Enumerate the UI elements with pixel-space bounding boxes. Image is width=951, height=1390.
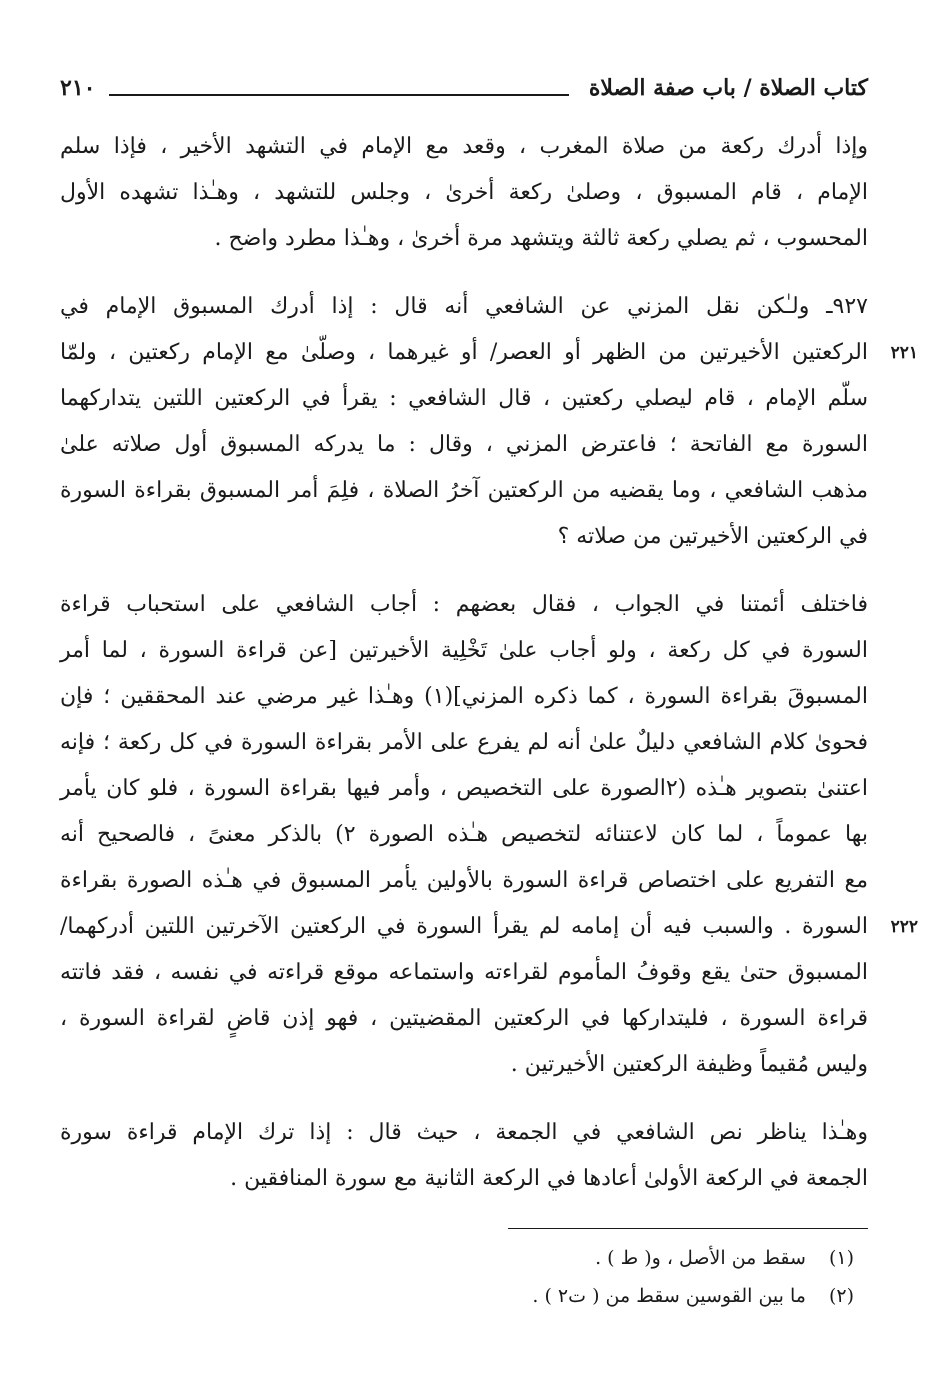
text-line: وهـٰذا يناظر نص الشافعي في الجمعة ، حيث قال : إذا ترك الإمام قراءة سورة bbox=[60, 1120, 868, 1145]
text-line: ٩٢٧ـ ولـٰكن نقل المزني عن الشافعي أنه قال : إذا أدرك المسبوق الإمام في bbox=[60, 294, 868, 319]
margin-folio-number: ٢٢٢ bbox=[890, 917, 918, 937]
header-rule bbox=[109, 94, 568, 96]
text-line: وإذا أدرك ركعة من صلاة المغرب ، وقعد مع الإمام في التشهد الأخير ، فإذا سلم bbox=[60, 134, 868, 159]
text-line-content: الركعتين الأخيرتين من الظهر أو العصر/ أو غيرهما ، وصلّىٰ مع الإمام ركعتين ، ولمّا bbox=[60, 340, 868, 365]
paragraph-4 bbox=[60, 1110, 868, 1202]
footnote-number: (٢) bbox=[828, 1285, 854, 1307]
text-line: فاختلف أئمتنا في الجواب ، فقال بعضهم : أجاب الشافعي على استحباب قراءة bbox=[60, 592, 868, 617]
text-line: الجمعة في الركعة الأولىٰ أعادها في الركعة الثانية مع سورة المنافقين . bbox=[230, 1166, 868, 1191]
text-line: فحوىٰ كلام الشافعي دليلٌ علىٰ أنه لم يفرع على الأمر بقراءة السورة في كل ركعة ؛ فإنه bbox=[60, 730, 868, 755]
paragraph-3 bbox=[60, 582, 918, 1088]
text-line: قراءة السورة ، فليتداركها في الركعتين المقضيتين ، فهو إذن قاضٍ لقراءة السورة ، bbox=[60, 1006, 868, 1031]
text-line: المسبوق حتىٰ يقع وقوفُ المأموم لقراءته واستماعه موقع قراءته في نفسه ، فقد فاتته bbox=[60, 960, 868, 985]
text-line: في الركعتين الأخيرتين من صلاته ؟ bbox=[557, 524, 868, 549]
running-title: كتاب الصلاة / باب صفة الصلاة bbox=[588, 75, 868, 101]
text-line: سلّم الإمام ، قام ليصلي ركعتين ، قال الشافعي : يقرأ في الركعتين اللتين يتداركهما bbox=[60, 386, 868, 411]
text-line: مع التفريع على اختصاص قراءة السورة بالأولين يأمر المسبوق في هـٰذه الصورة بقراءة bbox=[60, 868, 868, 893]
margin-folio-number: ٢٢١ bbox=[890, 343, 918, 363]
text-line: وليس مُقيماً وظيفة الركعتين الأخيرتين . bbox=[510, 1052, 868, 1077]
text-line: السورة مع الفاتحة ؛ فاعترض المزني ، وقال : ما يدركه المسبوق أول صلاته علىٰ bbox=[60, 432, 868, 457]
text-line: الإمام ، قام المسبوق ، وصلىٰ ركعة أخرىٰ ، وجلس للتشهد ، وهـٰذا تشهده الأول bbox=[60, 180, 868, 205]
paragraph-1 bbox=[60, 124, 868, 262]
footnote bbox=[60, 1239, 854, 1277]
text-line: بها عموماً ، لما كان لاعتنائه لتخصيص هـٰذه الصورة ٢) بالذكر معنىً ، فالصحيح أنه bbox=[60, 822, 868, 847]
text-line: مذهب الشافعي ، وما يقضيه من الركعتين آخرُ الصلاة ، فلِمَ أمر المسبوق بقراءة السورة bbox=[60, 478, 868, 503]
text-line: اعتنىٰ بتصوير هـٰذه (٢الصورة على التخصيص ، وأمر فيها بقراءة السورة ، فلو كان يأمر bbox=[60, 776, 868, 801]
footnote-number: (١) bbox=[828, 1247, 854, 1269]
text-line bbox=[60, 330, 918, 376]
page-header bbox=[60, 60, 868, 116]
book-page bbox=[60, 60, 918, 1380]
text-line: المحسوب ، ثم يصلي ركعة ثالثة ويتشهد مرة أخرىٰ ، وهـٰذا مطرد واضح . bbox=[214, 226, 868, 251]
page-number: ٢١٠ bbox=[60, 75, 96, 101]
text-line: المسبوقَ بقراءة السورة ، كما ذكره المزني](١) وهـٰذا غير مرضي عند المحققين ؛ فإن bbox=[60, 684, 868, 709]
footnote bbox=[60, 1277, 854, 1315]
text-line: السورة في كل ركعة ، ولو أجاب علىٰ تَخْلِية الأخيرتين [عن قراءة السورة ، لما أمر bbox=[60, 638, 868, 663]
paragraph-2 bbox=[60, 284, 918, 560]
text-line-content: السورة . والسبب فيه أن إمامه لم يقرأ السورة في الركعتين الآخرتين اللتين أدركهما/ bbox=[60, 914, 868, 939]
footnote-text: ما بين القوسين سقط من ( ت٢ ) . bbox=[532, 1285, 806, 1307]
text-line bbox=[60, 904, 918, 950]
footnote-text: سقط من الأصل ، و( ط ) . bbox=[595, 1247, 806, 1269]
